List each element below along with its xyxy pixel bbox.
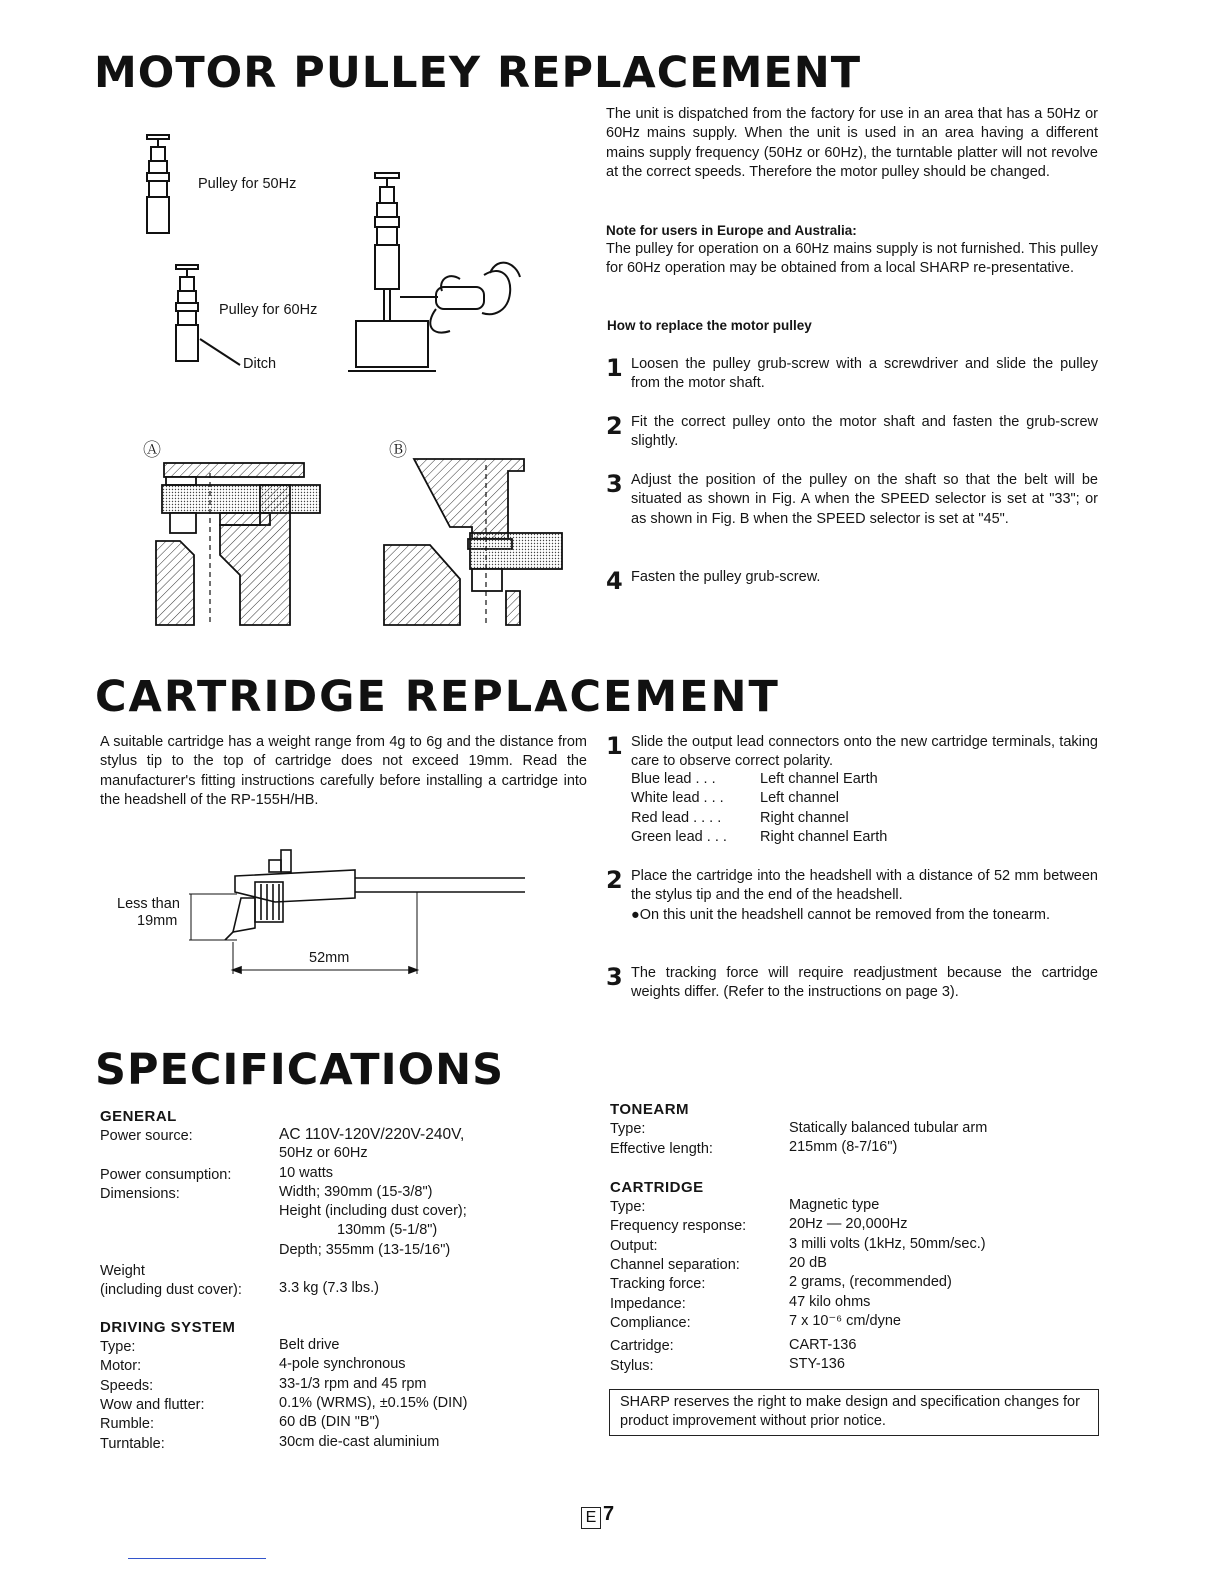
step-text: Adjust the position of the pulley on the shaft so that the belt will be situated as shown in Fig. A when the SPEED selector is set at "33"; or as shown in Fig. B when the SPEED selector is set at "45". [631, 472, 1098, 527]
driving-speeds-label: Speeds: [100, 1378, 154, 1394]
weight-label-1: Weight [100, 1263, 145, 1279]
cart-output-label: Output: [610, 1238, 658, 1254]
cart-compliance-label: Compliance: [610, 1315, 691, 1331]
fig-a-belt-diagram [150, 455, 325, 630]
cart-model-value: CART-136 [789, 1337, 857, 1353]
step-number: 2 [606, 866, 623, 894]
cartridge-step-1 [606, 733, 1098, 773]
note-text: The pulley for operation on a 60Hz mains supply is not furnished. This pulley for 60Hz operation may be obtained from a local SHARP re-presentative. [606, 241, 1098, 277]
ditch-label: Ditch [243, 356, 277, 372]
cartridge-step-2 [606, 867, 1098, 907]
weight-value: 3.3 kg (7.3 lbs.) [279, 1280, 379, 1296]
motor-step-2 [606, 413, 1098, 453]
cart-compliance-value: 7 x 10⁻⁶ cm/dyne [789, 1313, 901, 1329]
tonearm-length-value: 215mm (8-7/16") [789, 1139, 898, 1155]
cartridge-title: CARTRIDGE REPLACEMENT [95, 672, 780, 722]
lead-red: Red lead . . . . [631, 810, 722, 826]
driving-rumble-label: Rumble: [100, 1416, 154, 1432]
cart-model-label: Cartridge: [610, 1338, 674, 1354]
specifications-title: SPECIFICATIONS [95, 1045, 505, 1095]
page-number [581, 1503, 614, 1529]
motor-intro-text: The unit is dispatched from the factory for use in an area that has a 50Hz or 60Hz mains supply. When the unit is used in an area having a different mains supply frequency (50Hz or 60Hz), the turntable platter will not revolve at the correct speeds. Therefore the motor pulley should be changed. [606, 106, 1098, 181]
power-source-label: Power source: [100, 1128, 193, 1144]
driving-motor-value: 4-pole synchronous [279, 1356, 406, 1372]
motor-step-4 [606, 567, 1098, 595]
lead-red-channel: Right channel [760, 810, 849, 826]
dimensions-height-2: 130mm (5-1/8") [337, 1222, 438, 1238]
lead-name: Blue lead . . . [631, 771, 716, 787]
step-number: 3 [606, 470, 623, 498]
lead-green-channel: Right channel Earth [760, 829, 888, 845]
weight-label-2: (including dust cover): [100, 1282, 242, 1298]
step-number: 2 [606, 412, 623, 440]
dimensions-depth: Depth; 355mm (13-15/16") [279, 1242, 451, 1258]
cart-freq-label: Frequency response: [610, 1218, 747, 1234]
dimensions-width: Width; 390mm (15-3/8") [279, 1184, 433, 1200]
lead-white-channel: Left channel [760, 790, 840, 806]
cart-type-label: Type: [610, 1199, 646, 1215]
step-text: Place the cartridge into the headshell with a distance of 52 mm between the stylus tip and the end of the headshell. [631, 868, 1098, 904]
step-number: 1 [606, 732, 623, 760]
bottom-rule [128, 1558, 266, 1559]
power-source-value-2: 50Hz or 60Hz [279, 1145, 368, 1161]
power-consumption-value: 10 watts [279, 1165, 333, 1181]
cart-tracking-label: Tracking force: [610, 1276, 706, 1292]
step-number: 4 [606, 567, 623, 595]
fig-b-belt-diagram [380, 455, 565, 630]
driving-type-value: Belt drive [279, 1337, 340, 1353]
driving-motor-label: Motor: [100, 1358, 142, 1374]
fig-b-marker: Ⓑ [389, 440, 407, 460]
motor-step-1 [606, 355, 1098, 395]
cartridge-step-2-bullet: ●On this unit the headshell cannot be removed from the tonearm. [631, 907, 1051, 923]
less-than-label: Less than [117, 896, 180, 912]
cart-tracking-value: 2 grams, (recommended) [789, 1274, 952, 1290]
cartridge-diagram [185, 848, 530, 978]
motor-pulley-title: MOTOR PULLEY REPLACEMENT [94, 48, 862, 98]
cart-separation-value: 20 dB [789, 1255, 827, 1271]
dimensions-label: Dimensions: [100, 1186, 180, 1202]
cart-type-value: Magnetic type [789, 1197, 880, 1213]
cart-freq-value: 20Hz — 20,000Hz [789, 1216, 908, 1232]
pulley-60hz-label: Pulley for 60Hz [219, 302, 318, 318]
step-text: Fit the correct pulley onto the motor shaft and fasten the grub-screw slightly. [631, 414, 1098, 450]
tonearm-type-label: Type: [610, 1121, 646, 1137]
power-consumption-label: Power consumption: [100, 1167, 232, 1183]
note-heading: Note for users in Europe and Australia: [606, 223, 857, 238]
driving-system-heading: DRIVING SYSTEM [100, 1319, 236, 1336]
power-source-value-1: AC 110V-120V/220V-240V, [279, 1126, 465, 1143]
lead-blue [631, 771, 716, 787]
driving-wow-label: Wow and flutter: [100, 1397, 205, 1413]
dimensions-height-1: Height (including dust cover); [279, 1203, 467, 1219]
motor-step-3 [606, 471, 1098, 551]
step-text: Loosen the pulley grub-screw with a screwdriver and slide the pulley from the motor shaft. [631, 356, 1098, 392]
pulley-50hz-label: Pulley for 50Hz [198, 176, 297, 192]
tonearm-length-label: Effective length: [610, 1141, 713, 1157]
step-number: 1 [606, 354, 623, 382]
cart-impedance-label: Impedance: [610, 1296, 686, 1312]
lead-blue-channel: Left channel Earth [760, 771, 878, 787]
52mm-label: 52mm [309, 950, 350, 966]
page-box-letter: E [581, 1507, 601, 1529]
driving-wow-value: 0.1% (WRMS), ±0.15% (DIN) [279, 1395, 468, 1411]
lead-green: Green lead . . . [631, 829, 727, 845]
cartridge-intro-text: A suitable cartridge has a weight range from 4g to 6g and the distance from stylus tip to the top of cartridge does not exceed 19mm. Read the manufacturer's fitting instructions carefully before installing a cartridge into the headshell of the RP-155H/HB. [100, 734, 587, 809]
howto-heading: How to replace the motor pulley [607, 318, 812, 333]
step-number: 3 [606, 963, 623, 991]
19mm-label: 19mm [137, 913, 178, 929]
general-heading: GENERAL [100, 1108, 177, 1125]
driving-rumble-value: 60 dB (DIN "B") [279, 1414, 380, 1430]
sharp-notice-box: SHARP reserves the right to make design and specification changes for product improvement without prior notice. [609, 1389, 1099, 1436]
tonearm-type-value: Statically balanced tubular arm [789, 1120, 988, 1136]
driving-turntable-value: 30cm die-cast aluminium [279, 1434, 440, 1450]
driving-type-label: Type: [100, 1339, 136, 1355]
driving-speeds-value: 33-1/3 rpm and 45 rpm [279, 1376, 427, 1392]
page-number-value: 7 [603, 1503, 615, 1525]
step-text: Fasten the pulley grub-screw. [631, 569, 821, 585]
cart-separation-label: Channel separation: [610, 1257, 740, 1273]
cartridge-spec-heading: CARTRIDGE [610, 1179, 704, 1196]
step-text: The tracking force will require readjustment because the cartridge weights differ. (Refer to the instructions on page 3). [631, 965, 1098, 1001]
lead-white: White lead . . . [631, 790, 724, 806]
fig-a-marker: Ⓐ [143, 440, 161, 460]
cartridge-step-3 [606, 964, 1098, 1004]
cart-impedance-value: 47 kilo ohms [789, 1294, 871, 1310]
cart-stylus-label: Stylus: [610, 1358, 654, 1374]
driving-turntable-label: Turntable: [100, 1436, 165, 1452]
cart-stylus-value: STY-136 [789, 1356, 845, 1372]
cart-output-value: 3 milli volts (1kHz, 50mm/sec.) [789, 1236, 986, 1252]
step-text: Slide the output lead connectors onto the new cartridge terminals, taking care to observe correct polarity. [631, 734, 1098, 770]
tonearm-heading: TONEARM [610, 1101, 690, 1118]
pulley-diagram [120, 125, 540, 385]
